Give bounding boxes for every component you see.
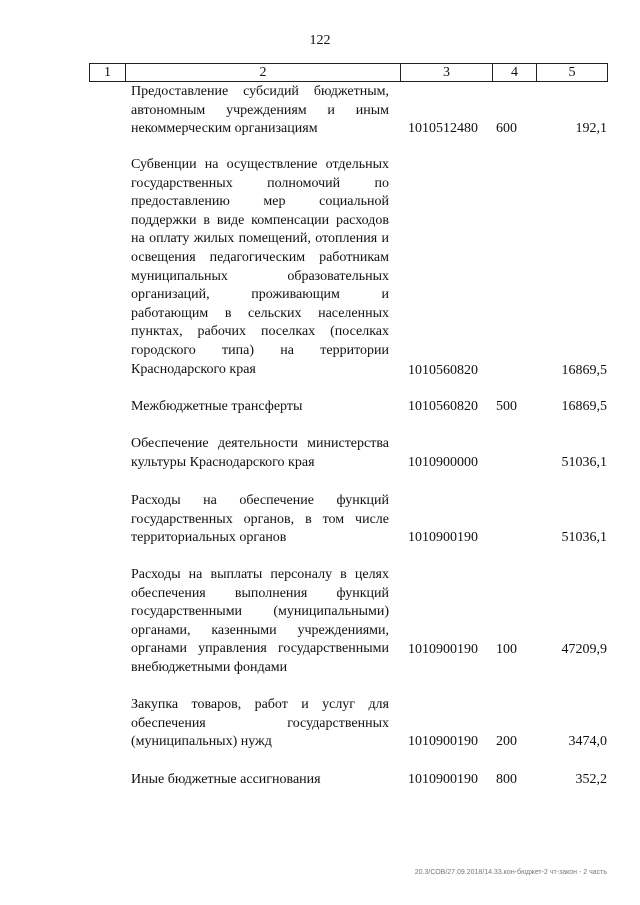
row-code: 1010900190: [408, 772, 478, 787]
table-row: [0, 696, 640, 756]
table-row: [0, 156, 640, 376]
row-type: 200: [496, 734, 517, 749]
row-description: Предоставление субсидий бюджетным, автономным учреждениям и иным некоммерческим организациям: [131, 84, 389, 137]
row-amount: 192,1: [575, 121, 607, 136]
table-header: [89, 63, 608, 82]
row-description: Расходы на выплаты персоналу в целях обеспечения выполнения функций государственными (муниципальными) органами, казенными учреждениями, органами управления государственными внебюджетными фондами: [131, 567, 389, 675]
row-code: 1010900190: [408, 642, 478, 657]
row-description: Субвенции на осуществление отдельных государственных полномочий по предоставлению мер социальной поддержки в виде компенсации расходов на оплату жилых помещений, отопления и освещения педагогическим работникам муниципальных образовательных организаций, проживающим и работающим в сельских населенных пунктах, рабочих поселках (поселках городского типа) на территории Краснодарского края: [131, 157, 389, 377]
row-amount: 352,2: [575, 772, 607, 787]
table-row: [0, 566, 640, 675]
row-type: 800: [496, 772, 517, 787]
row-code: 1010900190: [408, 734, 478, 749]
row-amount: 51036,1: [561, 455, 607, 470]
table-row: [0, 492, 640, 552]
row-code: 1010560820: [408, 399, 478, 414]
row-description: Иные бюджетные ассигнования: [131, 772, 321, 787]
row-type: 500: [496, 399, 517, 414]
row-code: 1010900190: [408, 530, 478, 545]
page-number: 122: [309, 33, 331, 48]
row-description: Обеспечение деятельности министерства культуры Краснодарского края: [131, 436, 389, 470]
table-row: [0, 398, 640, 418]
row-description: Расходы на обеспечение функций государственных органов, в том числе территориальных органов: [131, 493, 389, 546]
row-type: 100: [496, 642, 517, 657]
header-col-4: 4: [493, 64, 537, 81]
header-col-2: 2: [126, 64, 401, 81]
header-col-3: 3: [401, 64, 493, 81]
table-row: [0, 83, 640, 143]
row-amount: 3474,0: [568, 734, 607, 749]
header-col-1: 1: [90, 64, 126, 81]
row-amount: 16869,5: [561, 399, 607, 414]
row-type: 600: [496, 121, 517, 136]
row-amount: 16869,5: [561, 363, 607, 378]
footer-document-id: 20.3/СОВ/27.09.2018/14.33.кон-бюджет-2 чт-закон - 2 часть: [414, 869, 607, 876]
row-description: Межбюджетные трансферты: [131, 399, 303, 414]
row-code: 1010560820: [408, 363, 478, 378]
row-code: 1010512480: [408, 121, 478, 136]
row-code: 1010900000: [408, 455, 478, 470]
row-amount: 47209,9: [561, 642, 607, 657]
header-col-5: 5: [568, 64, 576, 80]
table-row: [0, 435, 640, 475]
table-row: [0, 771, 640, 791]
row-amount: 51036,1: [561, 530, 607, 545]
row-description: Закупка товаров, работ и услуг для обеспечения государственных (муниципальных) нужд: [131, 697, 389, 750]
